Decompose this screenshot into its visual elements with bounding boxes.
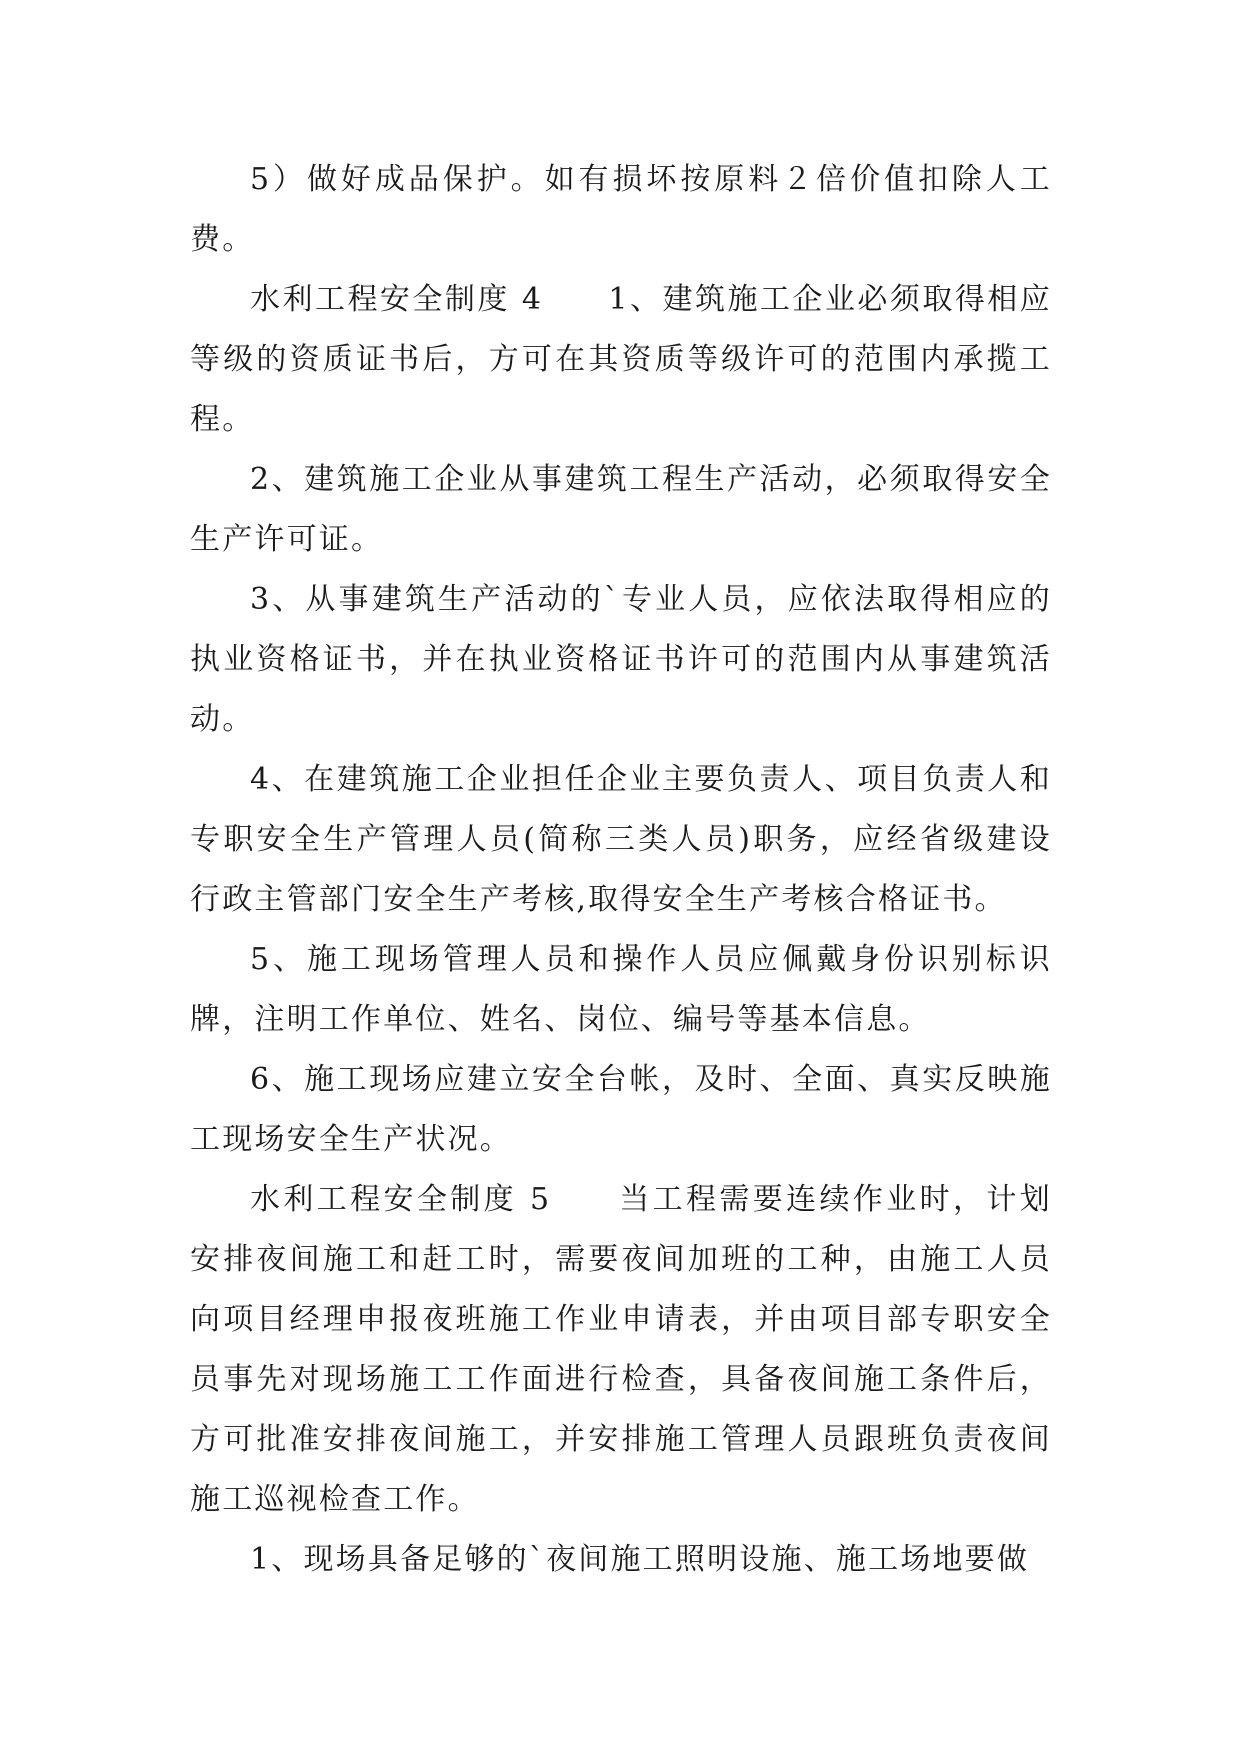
paragraph-safety-system-4-qualification: 水利工程安全制度 4 1、建筑施工企业必须取得相应等级的资质证书后，方可在其资质等级许可的范围内承揽工程。: [190, 282, 1052, 437]
paragraph-safety-system-5-night-work: 水利工程安全制度 5 当工程需要连续作业时，计划安排夜间施工和赶工时，需要夜间加班的工种，由施工人员向项目经理申报夜班施工作业申请表，并由项目部专职安全员事先对现场施工工作面进行检查，具备夜间施工条件后，方可批准安排夜间施工，并安排施工管理人员跟班负责夜间施工巡视检查工作。: [190, 1182, 1052, 1517]
paragraph-safety-production-license: 2、建筑施工企业从事建筑工程生产活动，必须取得安全生产许可证。: [190, 462, 1052, 557]
paragraph-night-lighting: 1、现场具备足够的`夜间施工照明设施、施工场地要做: [250, 1542, 1030, 1577]
paragraph-identification-badge: 5、施工现场管理人员和操作人员应佩戴身份识别标识牌，注明工作单位、姓名、岗位、编号等基本信息。: [190, 942, 1052, 1037]
paragraph-professional-qualification: 3、从事建筑生产活动的`专业人员，应依法取得相应的执业资格证书，并在执业资格证书许可的范围内从事建筑活动。: [190, 582, 1052, 737]
paragraph-three-categories-personnel: 4、在建筑施工企业担任企业主要负责人、项目负责人和专职安全生产管理人员(简称三类人员)职务，应经省级建设行政主管部门安全生产考核,取得安全生产考核合格证书。: [190, 762, 1052, 917]
paragraph-finished-product-protection: 5）做好成品保护。如有损坏按原料２倍价值扣除人工费。: [190, 162, 1052, 257]
document-body: [190, 150, 1052, 1590]
paragraph-safety-ledger: 6、施工现场应建立安全台帐，及时、全面、真实反映施工现场安全生产状况。: [190, 1062, 1052, 1157]
